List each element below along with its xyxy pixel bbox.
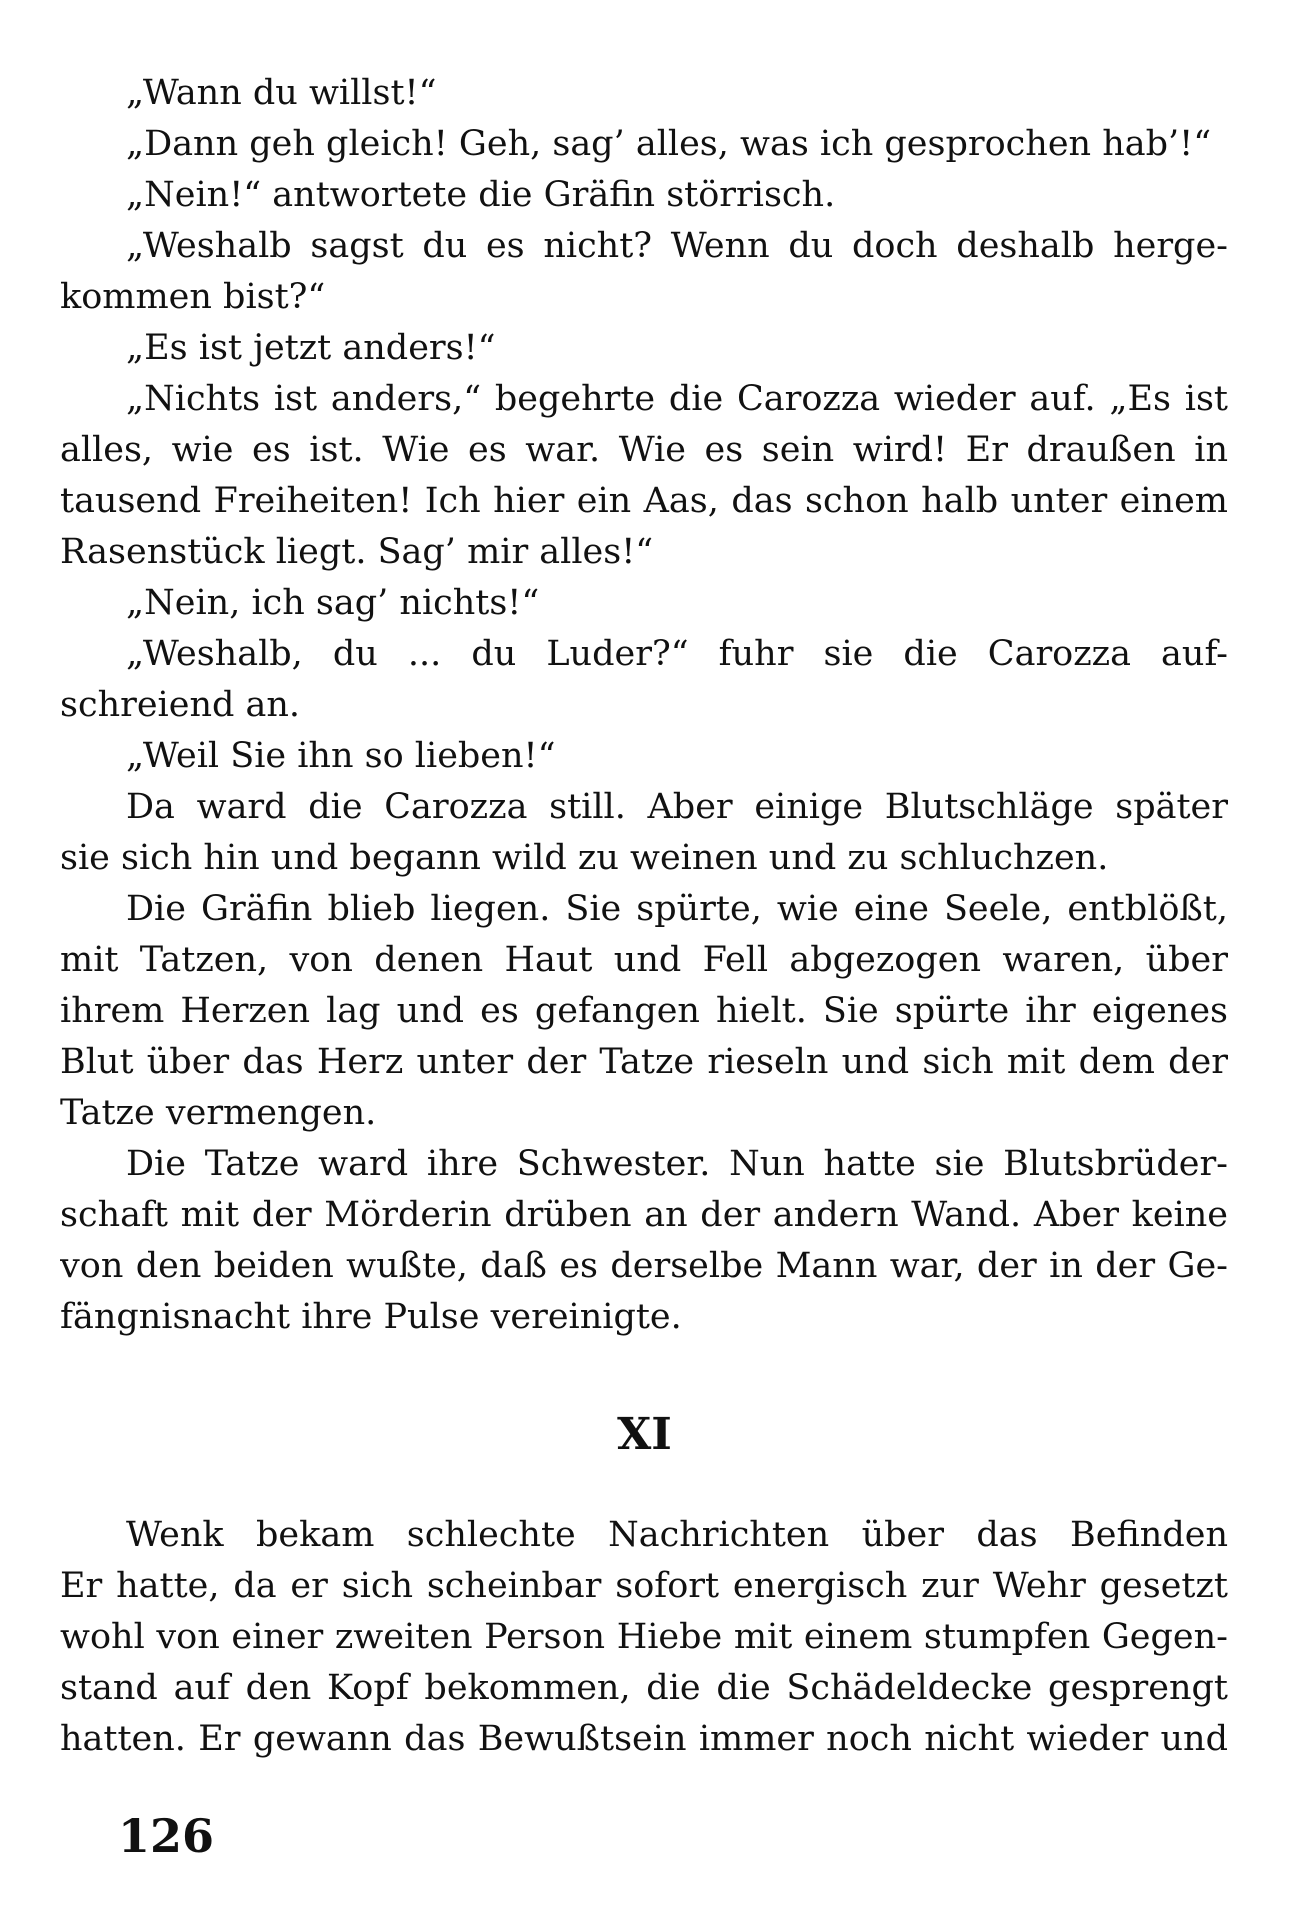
text-line: Wenk bekam schlechte Nachrichten über das Befinden [126, 1515, 1228, 1555]
text-line: „Wann du willst!“ [126, 73, 437, 113]
text-line: Da ward die Carozza still. Aber einige Blutschläge später [126, 787, 1228, 827]
text-line: „Es ist jetzt anders!“ [126, 328, 496, 368]
text-line: „Nein, ich sag’ nichts!“ [126, 583, 540, 623]
text-line: mit Tatzen, von denen Haut und Fell abgezogen waren, über [60, 940, 1228, 980]
text-line: tausend Freiheiten! Ich hier ein Aas, das schon halb unter einem [60, 481, 1228, 521]
text-line: schaft mit der Mörderin drüben an der andern Wand. Aber keine [60, 1195, 1228, 1235]
text-line: Er hatte, da er sich scheinbar sofort energisch zur Wehr gesetzt [60, 1566, 1228, 1606]
text-section-two [60, 1510, 1228, 1765]
text-line: Blut über das Herz unter der Tatze rieseln und sich mit dem der [60, 1042, 1228, 1082]
text-line: hatten. Er gewann das Bewußtsein immer noch nicht wieder und [60, 1719, 1228, 1759]
text-line: kommen bist?“ [60, 277, 326, 317]
text-line: Rasenstück liegt. Sag’ mir alles!“ [60, 532, 654, 572]
text-line: „Weil Sie ihn so lieben!“ [126, 736, 556, 776]
text-line: stand auf den Kopf bekommen, die die Schädeldecke gesprengt [60, 1668, 1228, 1708]
text-line: schreiend an. [60, 685, 301, 725]
text-line: Die Tatze ward ihre Schwester. Nun hatte sie Blutsbrüder- [126, 1144, 1228, 1184]
chapter-heading: XI [617, 1409, 672, 1460]
text-section-one [60, 68, 1228, 1343]
text-line: Tatze vermengen. [60, 1093, 377, 1133]
text-line: von den beiden wußte, daß es derselbe Mann war, der in der Ge- [60, 1246, 1228, 1286]
text-line: „Weshalb, du ... du Luder?“ fuhr sie die Carozza auf- [126, 634, 1228, 674]
text-line: Die Gräfin blieb liegen. Sie spürte, wie eine Seele, entblößt, [126, 889, 1228, 929]
text-line: „Dann geh gleich! Geh, sag’ alles, was ich gesprochen hab’!“ [126, 124, 1212, 164]
text-line: alles, wie es ist. Wie es war. Wie es sein wird! Er draußen in [60, 430, 1228, 470]
text-line: ihrem Herzen lag und es gefangen hielt. Sie spürte ihr eigenes [60, 991, 1228, 1031]
text-line: „Nichts ist anders,“ begehrte die Carozza wieder auf. „Es ist [126, 379, 1228, 419]
text-line: „Nein!“ antwortete die Gräfin störrisch. [126, 175, 836, 215]
text-line: wohl von einer zweiten Person Hiebe mit einem stumpfen Gegen- [60, 1617, 1228, 1657]
text-line: sie sich hin und begann wild zu weinen und zu schluchzen. [60, 838, 1109, 878]
text-line: „Weshalb sagst du es nicht? Wenn du doch deshalb herge- [126, 226, 1228, 266]
page-number: 126 [118, 1809, 215, 1863]
text-line: fängnisnacht ihre Pulse vereinigte. [60, 1297, 682, 1337]
